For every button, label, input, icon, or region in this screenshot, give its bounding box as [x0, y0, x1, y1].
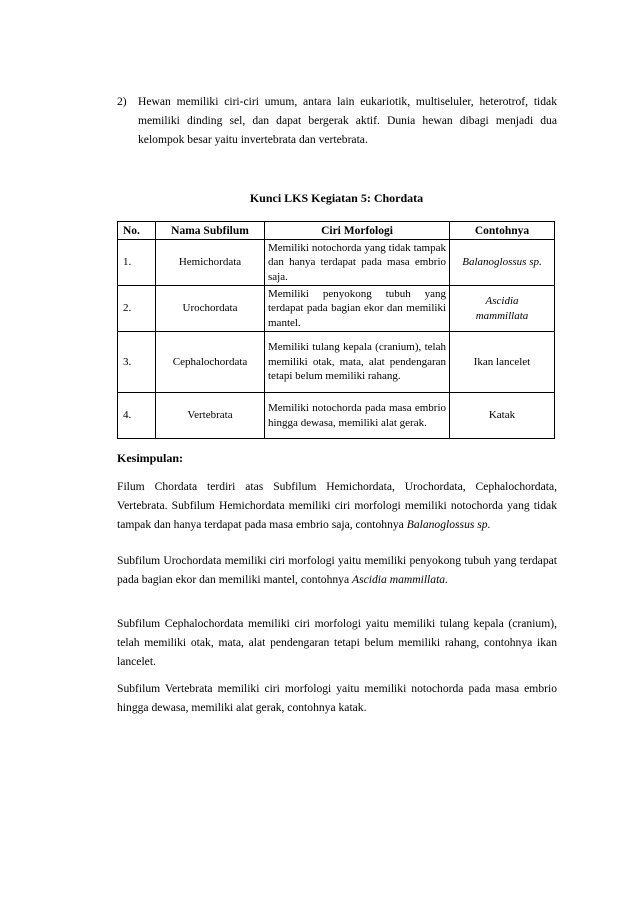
cell-no: 3.	[118, 332, 156, 393]
cell-subfilum: Urochordata	[156, 286, 265, 332]
header-contoh: Contohnya	[450, 222, 555, 240]
list-number: 2)	[117, 95, 127, 108]
species-name: Balanoglossus sp.	[406, 518, 491, 531]
table-title: Kunci LKS Kegiatan 5: Chordata	[249, 191, 424, 205]
kesimpulan-paragraph: Subfilum Vertebrata memiliki ciri morfologi yaitu memiliki notochorda pada masa embrio hingga dewasa, memiliki alat gerak, contohnya katak.	[117, 682, 557, 714]
table-row	[118, 332, 555, 393]
kesimpulan-paragraph	[117, 477, 557, 534]
table-row	[118, 286, 555, 332]
paragraph-text: Filum Chordata terdiri atas Subfilum Hemichordata, Urochordata, Cephalochordata, Vertebrata. Subfilum Hemichordata memiliki ciri morfologi memiliki notochorda yang tidak tampak dan hanya terdapat pada masa embrio saja, contohnya	[117, 480, 557, 531]
kesimpulan-paragraph	[117, 551, 557, 589]
cell-contoh: Ikan lancelet	[450, 332, 555, 393]
header-subfilum: Nama Subfilum	[156, 222, 265, 240]
cell-contoh: Ascidia mammillata	[450, 286, 555, 332]
cell-ciri: Memiliki penyokong tubuh yang terdapat pada bagian ekor dan memiliki mantel.	[265, 286, 450, 332]
cell-no: 1.	[118, 240, 156, 286]
header-ciri: Ciri Morfologi	[265, 222, 450, 240]
cell-ciri: Memiliki notochorda pada masa embrio hingga dewasa, memiliki alat gerak.	[265, 393, 450, 439]
intro-list-item	[117, 92, 557, 149]
table-row	[118, 240, 555, 286]
cell-subfilum: Vertebrata	[156, 393, 265, 439]
kesimpulan-paragraph: Subfilum Cephalochordata memiliki ciri morfologi yaitu memiliki tulang kepala (cranium), telah memiliki otak, mata, alat pendengaran tetapi belum memiliki rahang, contohnya ikan lancelet.	[117, 617, 557, 668]
table-header-row	[118, 222, 555, 240]
cell-subfilum: Hemichordata	[156, 240, 265, 286]
species-name: Ascidia mammillata.	[352, 573, 448, 586]
kesimpulan-heading: Kesimpulan:	[117, 451, 184, 465]
cell-subfilum: Cephalochordata	[156, 332, 265, 393]
cell-ciri: Memiliki tulang kepala (cranium), telah memiliki otak, mata, alat pendengaran tetapi belum memiliki rahang.	[265, 332, 450, 393]
cell-contoh: Balanoglossus sp.	[450, 240, 555, 286]
list-item-text: Hewan memiliki ciri-ciri umum, antara lain eukariotik, multiseluler, heterotrof, tidak memiliki dinding sel, dan dapat bergerak aktif. Dunia hewan dibagi menjadi dua kelompok besar yaitu invertebrata dan vertebrata.	[138, 95, 557, 146]
chordata-table	[117, 221, 555, 439]
paragraph-text: Subfilum Urochordata memiliki ciri morfologi yaitu memiliki penyokong tubuh yang terdapat pada bagian ekor dan memiliki mantel, contohnya	[117, 554, 557, 586]
table-row	[118, 393, 555, 439]
cell-contoh: Katak	[450, 393, 555, 439]
header-no: No.	[118, 222, 156, 240]
cell-no: 2.	[118, 286, 156, 332]
cell-ciri: Memiliki notochorda yang tidak tampak dan hanya terdapat pada masa embrio saja.	[265, 240, 450, 286]
cell-no: 4.	[118, 393, 156, 439]
